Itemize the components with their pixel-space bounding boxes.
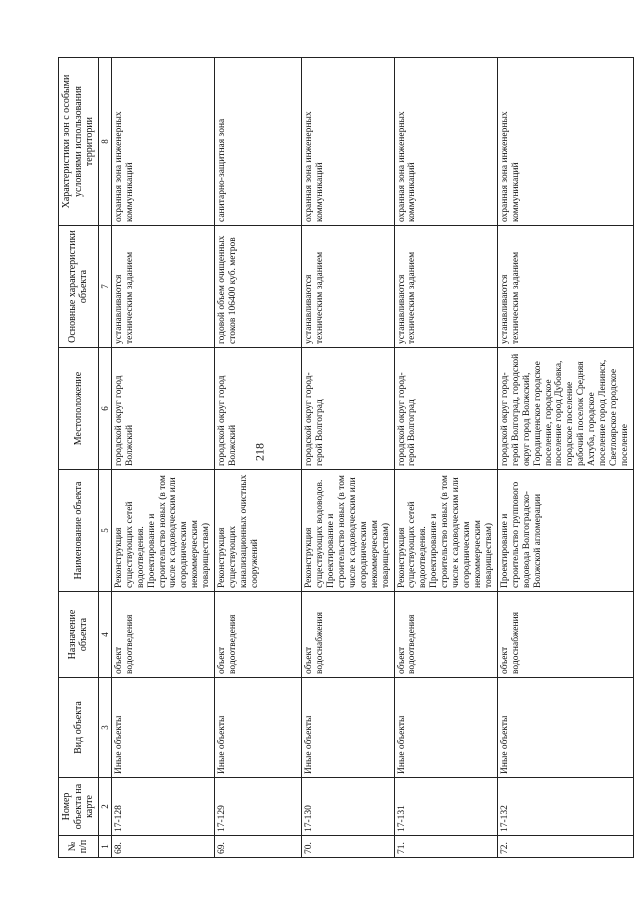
header-cell: Местоположение	[59, 348, 99, 470]
object-name: Проектирование и строительство группового водовода Волгоградско-Волжской агломерации	[497, 470, 633, 592]
table-row	[302, 58, 394, 858]
header-cell: Вид объекта	[59, 678, 99, 778]
map-object-number: 17-132	[497, 778, 633, 836]
column-number: 3	[98, 678, 111, 778]
column-number: 7	[98, 226, 111, 348]
map-object-number: 17-130	[302, 778, 394, 836]
object-characteristics: устанавливаются техническим заданием	[394, 226, 497, 348]
object-location: городской округ город-герой Волгоград, городской округ город Волжский, Городищенское городское поселение, городское поселение город Дубовка, городское поселение рабочий поселок Средняя Ахтуба, городское поселение город Ленинск, Светлоярское городское поселение	[497, 348, 633, 470]
object-name: Реконструкция существующих водоводов. Проектирование и строительство новых (в том числе к садоводческим или огородническим некоммерческим товариществам)	[302, 470, 394, 592]
table-row	[497, 58, 633, 858]
object-characteristics: годовой объем очищенных стоков 106400 куб. метров	[215, 226, 302, 348]
objects-table	[58, 57, 634, 858]
object-name: Реконструкция существующих сетей водоотведения. Проектирование и строительство новых (в том числе к садоводческим или огородническим некоммерческим товариществам)	[111, 470, 214, 592]
object-kind: Иные объекты	[111, 678, 214, 778]
table-row	[111, 58, 214, 858]
object-characteristics: устанавливаются техническим заданием	[111, 226, 214, 348]
header-row	[59, 58, 99, 858]
column-number: 8	[98, 58, 111, 226]
object-location: городской округ город-герой Волгоград	[394, 348, 497, 470]
map-object-number: 17-128	[111, 778, 214, 836]
object-kind: Иные объекты	[497, 678, 633, 778]
object-purpose: объект водоснабжения	[497, 592, 633, 678]
object-kind: Иные объекты	[215, 678, 302, 778]
zone-characteristics: охранная зона инженерных коммуникаций	[497, 58, 633, 226]
map-object-number: 17-129	[215, 778, 302, 836]
column-number-row	[98, 58, 111, 858]
zone-characteristics: санитарно-защитная зона	[215, 58, 302, 226]
header-cell: Назначение объекта	[59, 592, 99, 678]
rotated-table-sheet	[58, 58, 630, 858]
row-number: 71.	[394, 836, 497, 858]
zone-characteristics: охранная зона инженерных коммуникаций	[302, 58, 394, 226]
table-row	[215, 58, 302, 858]
object-kind: Иные объекты	[394, 678, 497, 778]
object-kind: Иные объекты	[302, 678, 394, 778]
object-location: городской округ город-герой Волгоград	[302, 348, 394, 470]
zone-characteristics: охранная зона инженерных коммуникаций	[394, 58, 497, 226]
table-row	[394, 58, 497, 858]
map-object-number: 17-131	[394, 778, 497, 836]
object-purpose: объект водоотведения	[111, 592, 214, 678]
header-cell: № п/п	[59, 836, 99, 858]
header-cell: Номер объекта на карте	[59, 778, 99, 836]
header-cell: Основные характеристики объекта	[59, 226, 99, 348]
column-number: 6	[98, 348, 111, 470]
object-location: городской округ город Волжский	[111, 348, 214, 470]
object-name: Реконструкция существующих канализационных очистных сооружений	[215, 470, 302, 592]
zone-characteristics: охранная зона инженерных коммуникаций	[111, 58, 214, 226]
object-purpose: объект водоснабжения	[302, 592, 394, 678]
row-number: 70.	[302, 836, 394, 858]
object-name: Реконструкция существующих сетей водоотведения. Проектирование и строительство новых (в том числе к садоводческим или огородническим некоммерческим товариществам)	[394, 470, 497, 592]
row-number: 72.	[497, 836, 633, 858]
header-cell: Характеристики зон с особыми условиями использования территории	[59, 58, 99, 226]
object-purpose: объект водоотведения	[394, 592, 497, 678]
row-number: 69.	[215, 836, 302, 858]
object-location: городской округ город Волжский	[215, 348, 302, 470]
header-cell: Наименование объекта	[59, 470, 99, 592]
column-number: 2	[98, 778, 111, 836]
object-characteristics: устанавливаются техническим заданием	[497, 226, 633, 348]
object-characteristics: устанавливаются техническим заданием	[302, 226, 394, 348]
row-number: 68.	[111, 836, 214, 858]
column-number: 4	[98, 592, 111, 678]
page-number: 218	[252, 443, 267, 461]
object-purpose: объект водоотведения	[215, 592, 302, 678]
column-number: 1	[98, 836, 111, 858]
column-number: 5	[98, 470, 111, 592]
